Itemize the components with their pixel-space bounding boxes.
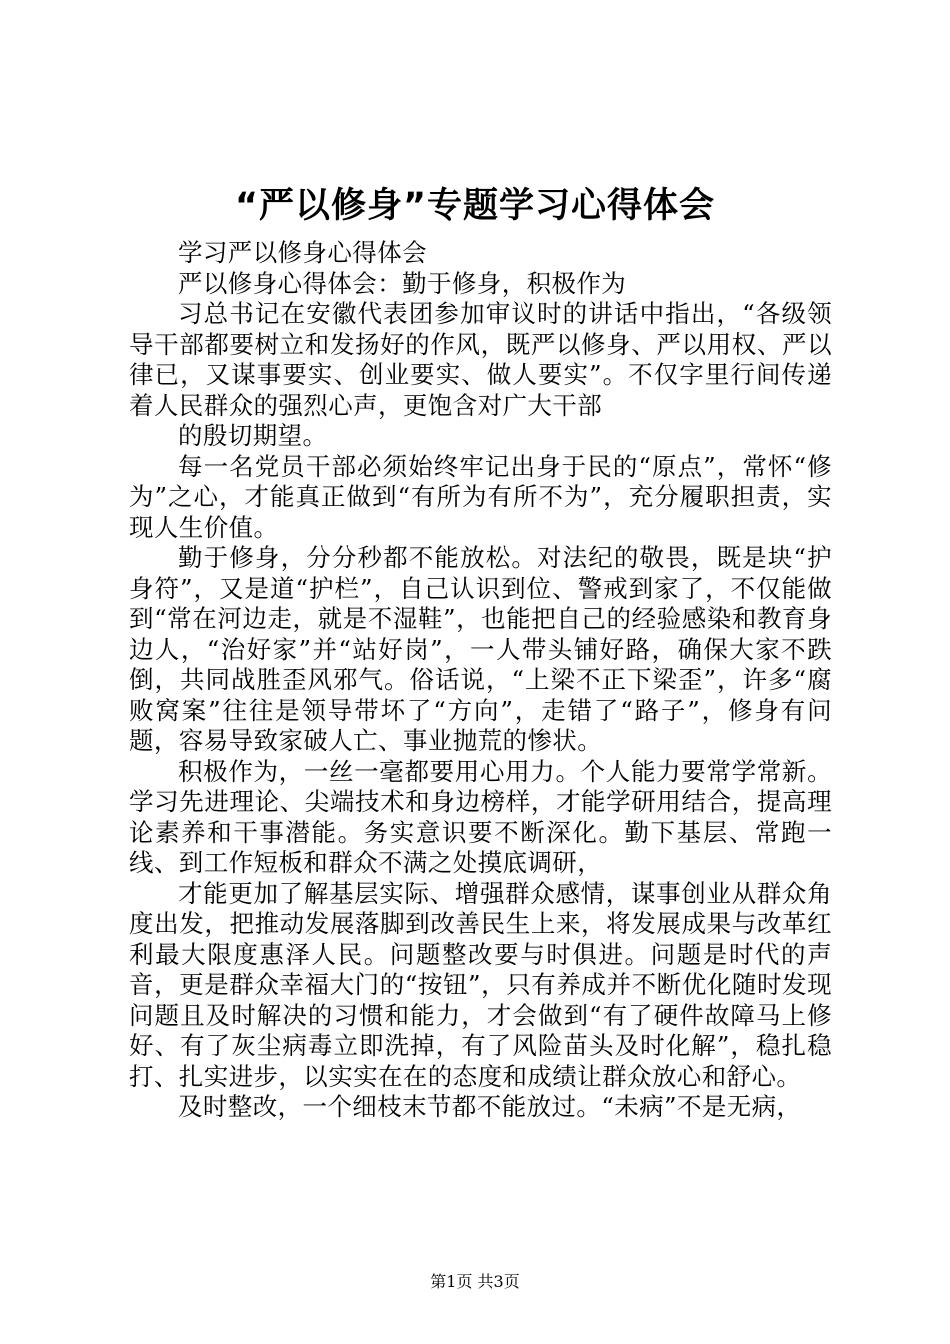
paragraph: 的殷切期望。 xyxy=(178,421,328,450)
paragraph: 习总书记在安徽代表团参加审议时的讲话中指出，“各级领导干部都要树立和发扬好的作风，既严以修身、严以用权、严以律已，又谋事要实、创业要实、做人要实”。不仅字里行间传递着人民群众的强烈心声，更饱含对广大干部 xyxy=(129,299,832,420)
paragraph: 及时整改，一个细枝末节都不能放过。“未病”不是无病， xyxy=(178,1092,802,1121)
paragraph: 学习严以修身心得体会 xyxy=(178,238,427,267)
paragraph: 勤于修身，分分秒都不能放松。对法纪的敬畏，既是块“护身符”，又是道“护栏”，自己认识到位、警戒到家了，不仅能做到“常在河边走，就是不湿鞋”，也能把自己的经验感染和教育身边人，“治好家”并“站好岗”，一人带头铺好路，确保大家不跌倒，共同战胜歪风邪气。俗话说，“上梁不正下梁歪”，许多“腐败窝案”往往是领导带坏了“方向”，走错了“路子”，修身有问题，容易导致家破人亡、事业抛荒的惨状。 xyxy=(129,543,832,755)
paragraph: 才能更加了解基层实际、增强群众感情，谋事创业从群众角度出发，把推动发展落脚到改善民生上来，将发展成果与改革红利最大限度惠泽人民。问题整改要与时俱进。问题是时代的声音，更是群众幸福大门的“按钮”，只有养成并不断优化随时发现问题且及时解决的习惯和能力，才会做到“有了硬件故障马上修好、有了灰尘病毒立即洗掉，有了风险苗头及时化解”，稳扎稳打、扎实进步，以实实在在的态度和成绩让群众放心和舒心。 xyxy=(129,878,832,1091)
document-body xyxy=(129,238,832,1123)
page-title: “严以修身”专题学习心得体会 xyxy=(234,186,715,226)
paragraph: 每一名党员干部必须始终牢记出身于民的“原点”，常怀“修为”之心，才能真正做到“有所为有所不为”，充分履职担责，实现人生价值。 xyxy=(129,451,832,542)
paragraph: 严以修身心得体会：勤于修身，积极作为 xyxy=(178,268,627,298)
paragraph: 积极作为，一丝一毫都要用心用力。个人能力要常学常新。学习先进理论、尖端技术和身边榜样，才能学研用结合，提高理论素养和干事潜能。务实意识要不断深化。勤下基层、常跑一线、到工作短板和群众不满之处摸底调研， xyxy=(129,756,832,877)
page-number-footer: 第1页 共3页 xyxy=(430,1272,520,1291)
